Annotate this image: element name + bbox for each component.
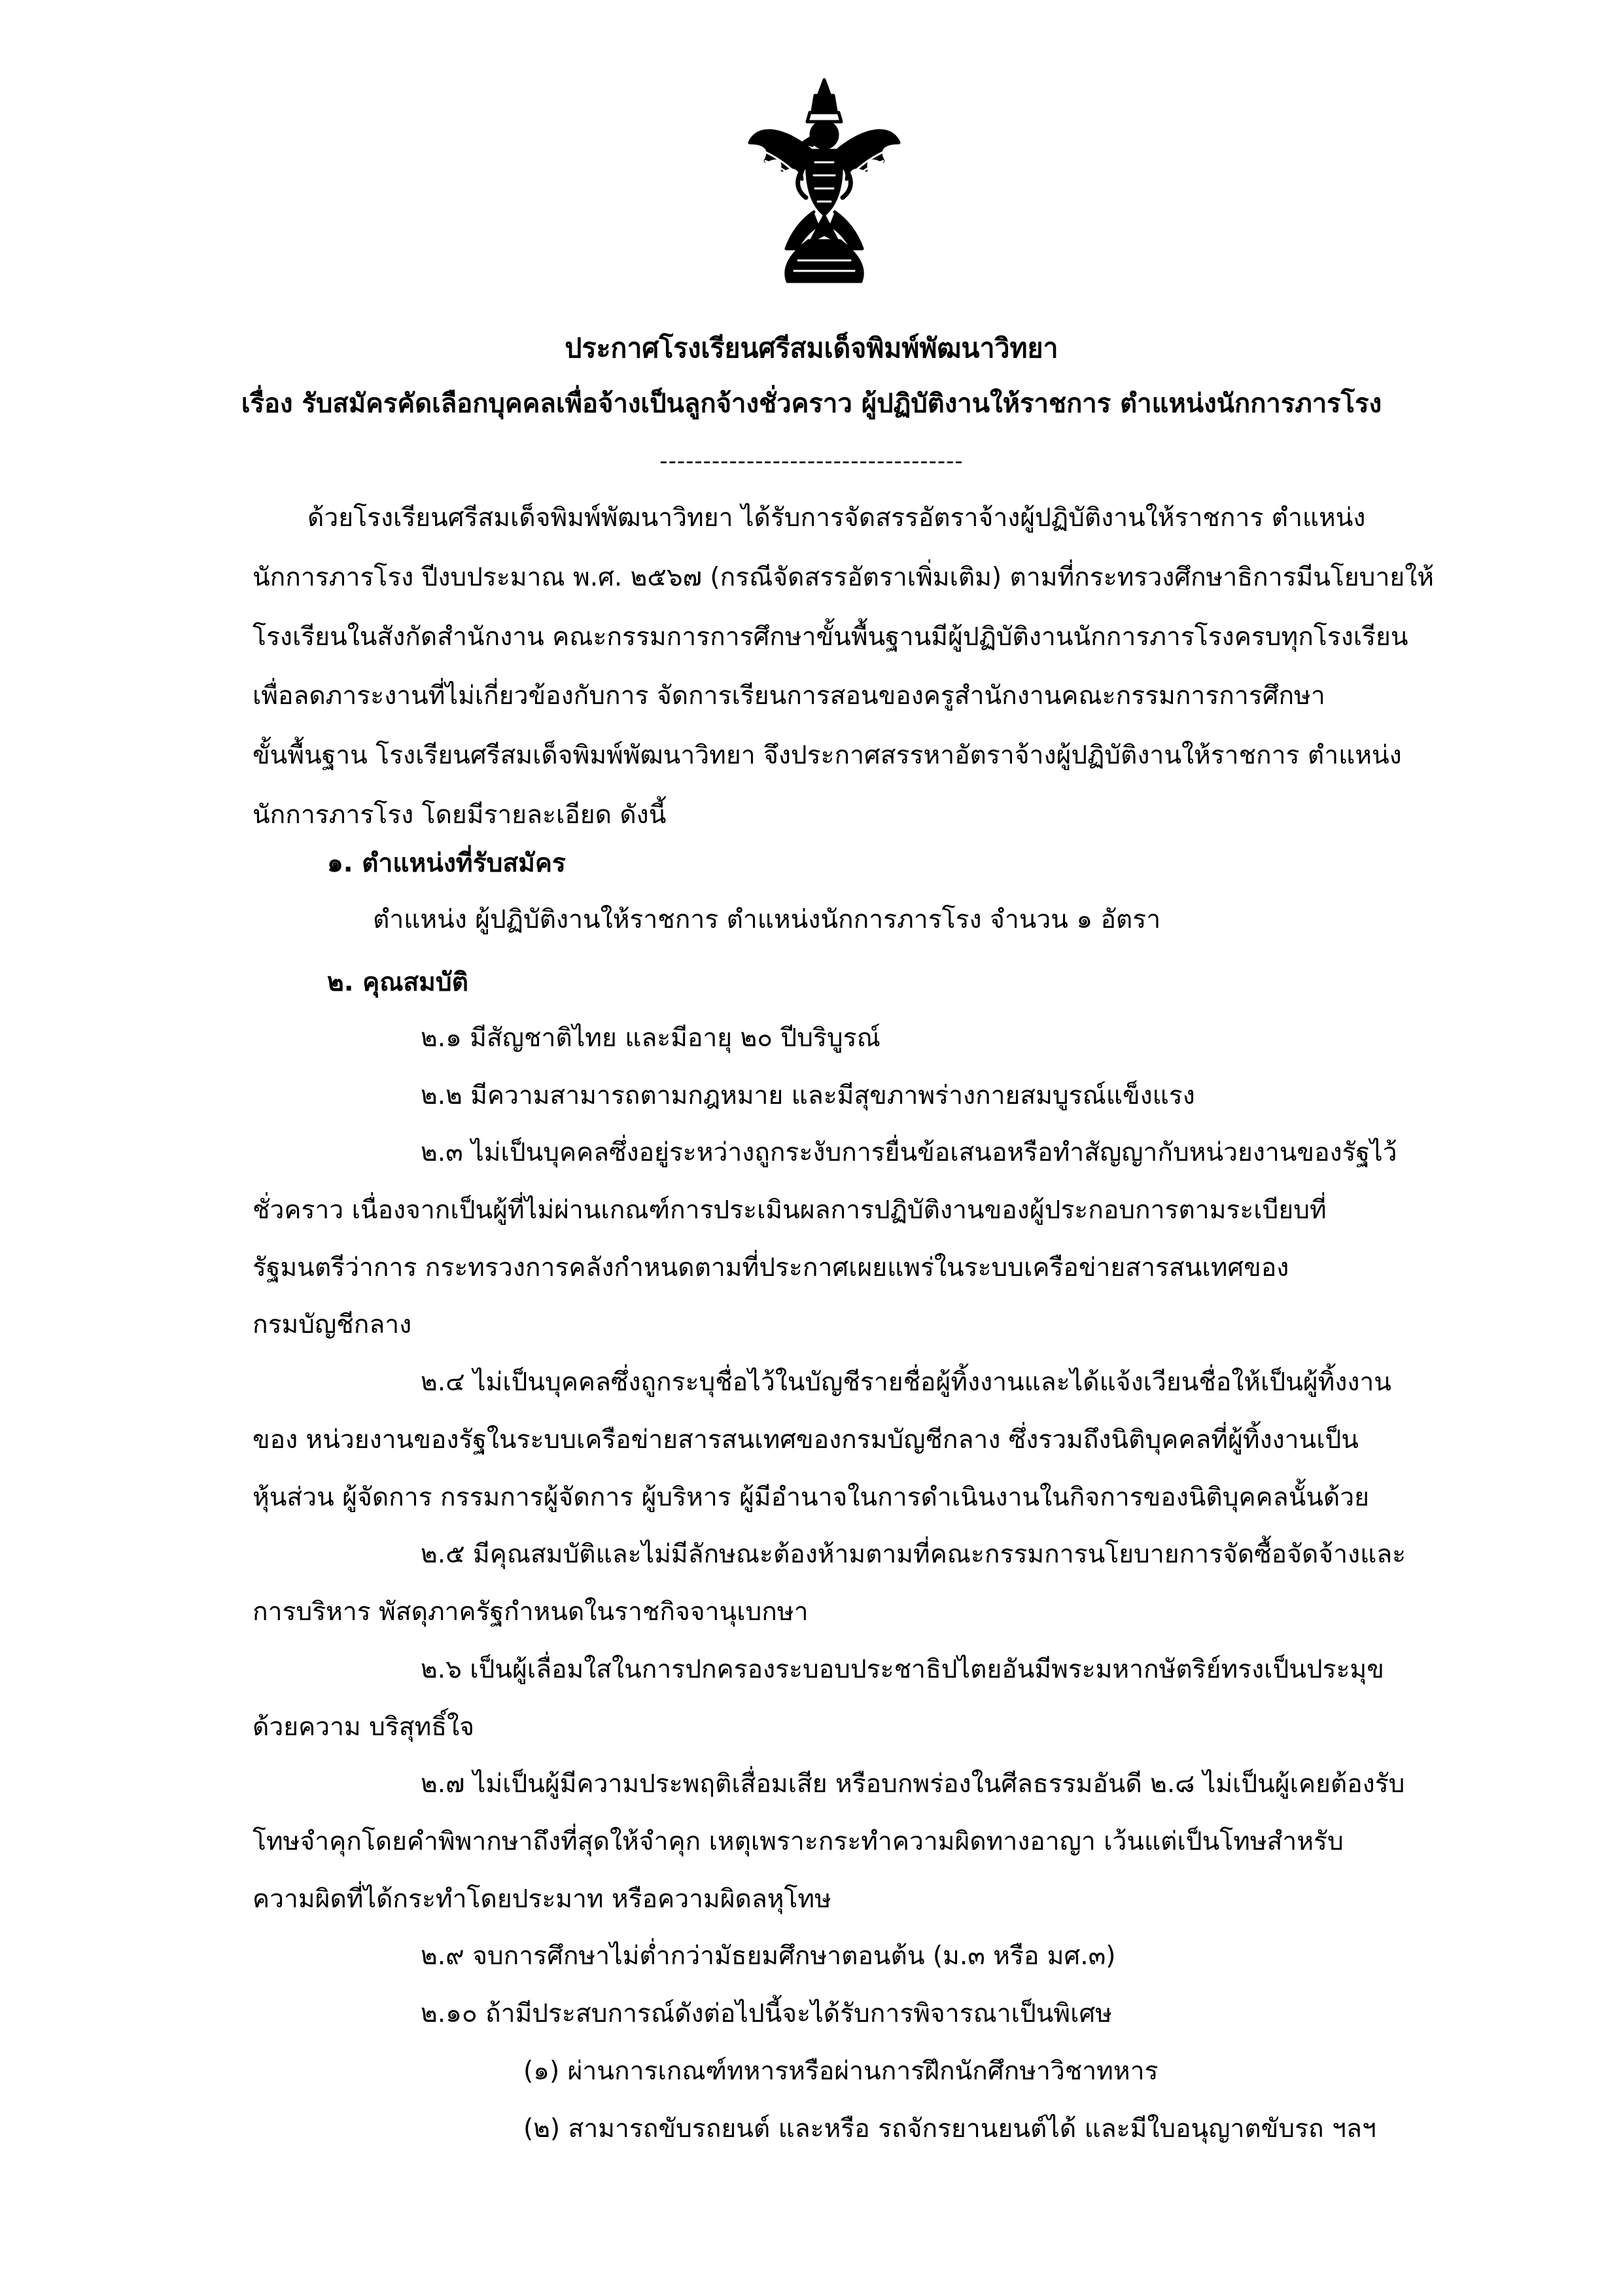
qualification-line: รัฐมนตรีว่าการ กระทรวงการคลังกำหนดตามที่ประกาศเผยแพร่ในระบบเครือข่ายสารสนเทศของ — [253, 1253, 1289, 1282]
intro-line: โรงเรียนในสังกัดสำนักงาน คณะกรรมการการศึกษาขั้นพื้นฐานมีผู้ปฏิบัติงานนักการภารโรงครบทุกโรงเรียน — [253, 622, 1408, 652]
qualification-subitem: (๑) ผ่านการเกณฑ์ทหารหรือผ่านการฝึกนักศึกษาวิชาทหาร — [523, 2057, 1159, 2086]
qualification-line: โทษจำคุกโดยคำพิพากษาถึงที่สุดให้จำคุก เหตุเพราะกระทำความผิดทางอาญา เว้นแต่เป็นโทษสำหรับ — [253, 1827, 1344, 1856]
qualification-line: ๒.๗ ไม่เป็นผู้มีความประพฤติเสื่อมเสีย หรือบกพร่องในศีลธรรมอันดี ๒.๘ ไม่เป็นผู้เคยต้องรับ — [421, 1769, 1405, 1799]
title-separator: ----------------------------------- — [659, 448, 964, 474]
intro-line: ขั้นพื้นฐาน โรงเรียนศรีสมเด็จพิมพ์พัฒนาวิทยา จึงประกาศสรรหาอัตราจ้างผู้ปฏิบัติงานให้ราชการ ตำแหน่ง — [253, 741, 1402, 770]
garuda-emblem — [746, 77, 903, 287]
intro-line: เพื่อลดภาระงานที่ไม่เกี่ยวข้องกับการ จัดการเรียนการสอนของครูสำนักงานคณะกรรมการการศึกษา — [253, 681, 1325, 711]
qualification-line: หุ้นส่วน ผู้จัดการ กรรมการผู้จัดการ ผู้บริหาร ผู้มีอำนาจในการดำเนินงานในกิจการของนิติบุคคลนั้นด้วย — [253, 1483, 1369, 1512]
section-1-heading: ๑. ตำแหน่งที่รับสมัคร — [327, 849, 566, 878]
qualification-line: ๒.๔ ไม่เป็นบุคคลซึ่งถูกระบุชื่อไว้ในบัญชีรายชื่อผู้ทิ้งงานและได้แจ้งเวียนชื่อให้เป็นผู้ทิ้งงาน — [421, 1368, 1391, 1397]
qualification-line: ด้วยความ บริสุทธิ์ใจ — [253, 1712, 474, 1742]
qualification-line: ๒.๒ มีความสามารถตามกฎหมาย และมีสุขภาพร่างกายสมบูรณ์แข็งแรง — [421, 1081, 1195, 1110]
qualification-line: ๒.๑ มีสัญชาติไทย และมีอายุ ๒๐ ปีบริบูรณ์ — [421, 1023, 881, 1053]
qualification-subitem: (๒) สามารถขับรถยนต์ และหรือ รถจักรยานยนต์ได้ และมีใบอนุญาตขับรถ ฯลฯ — [523, 2114, 1376, 2144]
intro-line: ด้วยโรงเรียนศรีสมเด็จพิมพ์พัฒนาวิทยา ได้รับการจัดสรรอัตราจ้างผู้ปฏิบัติงานให้ราชการ ตำแหน่ง — [307, 503, 1366, 533]
qualification-line: ชั่วคราว เนื่องจากเป็นผู้ที่ไม่ผ่านเกณฑ์การประเมินผลการปฏิบัติงานของผู้ประกอบการตามระเบียบที่ — [253, 1195, 1327, 1225]
qualification-line: กรมบัญชีกลาง — [253, 1310, 412, 1339]
section-2-heading: ๒. คุณสมบัติ — [327, 968, 468, 997]
qualification-line: ๒.๖ เป็นผู้เลื่อมใสในการปกครองระบอบประชาธิปไตยอันมีพระมหากษัตริย์ทรงเป็นประมุข — [421, 1655, 1384, 1684]
qualification-line: ของ หน่วยงานของรัฐในระบบเครือข่ายสารสนเทศของกรมบัญชีกลาง ซึ่งรวมถึงนิติบุคคลที่ผู้ทิ้งงานเป็น — [253, 1425, 1359, 1455]
intro-line: นักการภารโรง ปีงบประมาณ พ.ศ. ๒๕๖๗ (กรณีจัดสรรอัตราเพิ่มเติม) ตามที่กระทรวงศึกษาธิการมีนโยบายให้ — [253, 563, 1434, 592]
intro-line: นักการภารโรง โดยมีรายละเอียด ดังนี้ — [253, 800, 667, 830]
document-subject: เรื่อง รับสมัครคัดเลือกบุคคลเพื่อจ้างเป็นลูกจ้างชั่วคราว ผู้ปฏิบัติงานให้ราชการ ตำแหน่งนักการภารโรง — [241, 389, 1382, 419]
qualification-line: ๒.๑๐ ถ้ามีประสบการณ์ดังต่อไปนี้จะได้รับการพิจารณาเป็นพิเศษ — [421, 1999, 1112, 2028]
qualification-line: ๒.๙ จบการศึกษาไม่ต่ำกว่ามัธยมศึกษาตอนต้น (ม.๓ หรือ มศ.๓) — [421, 1941, 1116, 1971]
document-title: ประกาศโรงเรียนศรีสมเด็จพิมพ์พัฒนาวิทยา — [565, 332, 1058, 364]
qualification-line: ๒.๕ มีคุณสมบัติและไม่มีลักษณะต้องห้ามตามที่คณะกรรมการนโยบายการจัดซื้อจัดจ้างและ — [421, 1540, 1406, 1569]
qualification-line: การบริหาร พัสดุภาครัฐกำหนดในราชกิจจานุเบกษา — [253, 1597, 809, 1627]
qualification-line: ความผิดที่ได้กระทำโดยประมาท หรือความผิดลหุโทษ — [253, 1884, 831, 1914]
section-1-text: ตำแหน่ง ผู้ปฏิบัติงานให้ราชการ ตำแหน่งนักการภารโรง จำนวน ๑ อัตรา — [373, 905, 1161, 934]
qualification-line: ๒.๓ ไม่เป็นบุคคลซึ่งอยู่ระหว่างถูกระงับการยื่นข้อเสนอหรือทำสัญญากับหน่วยงานของรัฐไว้ — [421, 1138, 1397, 1167]
